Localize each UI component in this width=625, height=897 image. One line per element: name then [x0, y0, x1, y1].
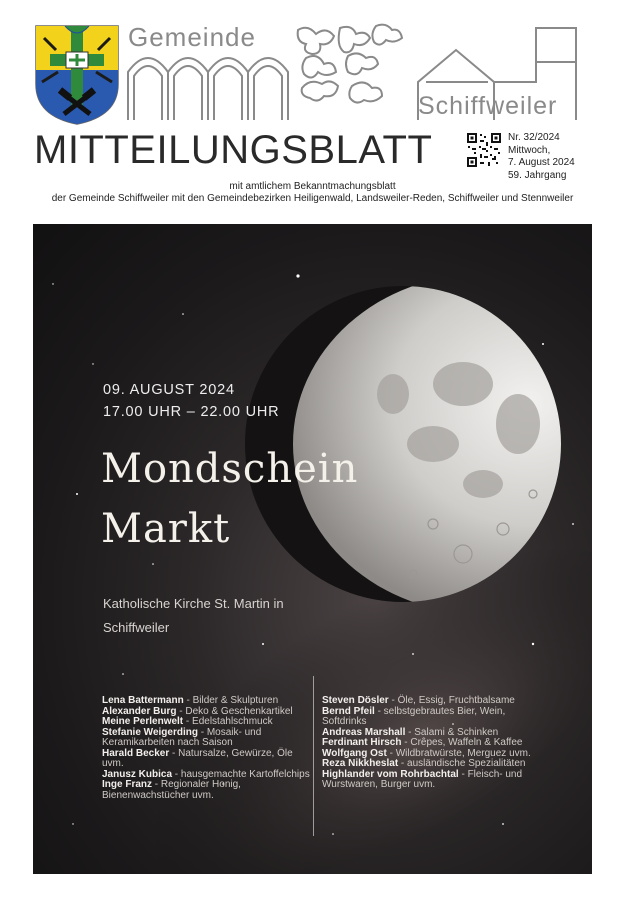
- vendor-column-divider: [313, 676, 314, 836]
- vendor-entry: [322, 770, 532, 791]
- event-date: 09. AUGUST 2024: [103, 382, 235, 398]
- event-title-line2: Markt: [101, 506, 231, 552]
- masthead-title: MITTEILUNGSBLATT: [34, 128, 433, 172]
- event-location-line2: Schiffweiler: [103, 620, 170, 635]
- vendor-entry: [102, 728, 312, 749]
- issue-weekday: Mittwoch,: [508, 144, 551, 156]
- issue-number: Nr. 32/2024: [508, 132, 560, 143]
- vendor-name: Andreas Marshall: [322, 726, 406, 738]
- vendor-name: Meine Perlenwelt: [102, 716, 184, 727]
- vendor-entry: [102, 749, 312, 770]
- vendor-name: Lena Battermann: [102, 695, 184, 706]
- vendor-description: - Salami & Schinken: [405, 726, 499, 738]
- vendor-entry: [322, 707, 532, 728]
- vendor-description: - Öle, Essig, Fruchtbalsame: [388, 695, 515, 706]
- vendor-name: Stefanie Weigerding: [102, 726, 198, 738]
- issue-info: [508, 132, 575, 182]
- vendor-name: Bernd Pfeil: [322, 705, 375, 717]
- vendor-name: Highlander vom Rohrbachtal: [322, 768, 459, 780]
- vendor-description: - hausgemachte Kartoffelchips: [172, 768, 310, 780]
- issue-volume: 59. Jahrgang: [508, 169, 567, 181]
- vendor-list-left: [102, 696, 312, 801]
- vendor-description: - Mosaik- und Keramikarbeiten nach Saison: [102, 726, 262, 748]
- vendor-name: Ferdinant Hirsch: [322, 737, 402, 748]
- issue-date: 7. August 2024: [508, 157, 575, 168]
- vendor-description: - Crêpes, Waffeln & Kaffee: [401, 737, 523, 748]
- vendor-name: Wolfgang Ost: [322, 747, 387, 759]
- vendor-description: - Bilder & Skulpturen: [183, 695, 279, 706]
- vendor-name: Janusz Kubica: [102, 768, 173, 780]
- event-time: 17.00 UHR – 22.00 UHR: [103, 404, 280, 420]
- vendor-description: - selbstgebrautes Bier, Wein, Softdrinks: [322, 705, 506, 727]
- masthead-subtitle: mit amtlichem Bekanntmachungsblatt: [229, 181, 396, 192]
- event-title-line1: Mondschein: [101, 446, 359, 492]
- qr-code-icon[interactable]: [466, 132, 502, 168]
- vendor-name: Alexander Burg: [102, 705, 177, 717]
- vendor-entry: [102, 780, 312, 801]
- vendor-description: - Edelstahlschmuck: [183, 716, 273, 727]
- brand-name-schiffweiler: Schiffweiler: [418, 92, 558, 120]
- event-poster: [33, 224, 592, 874]
- brand-name-gemeinde: Gemeinde: [128, 22, 256, 52]
- vendor-name: Inge Franz: [102, 779, 153, 790]
- vendor-description: - Wildbratwürste, Merguez uvm.: [386, 747, 531, 759]
- vendor-name: Reza Nikkheslat: [322, 758, 399, 769]
- municipal-crest-icon: [34, 24, 120, 126]
- moon-image: [233, 274, 573, 614]
- vendor-description: - Regionaler Honig, Bienenwachstücher uvm.: [102, 779, 241, 801]
- event-location-line1: Katholische Kirche St. Martin in: [103, 596, 284, 611]
- vendor-name: Steven Dösler: [322, 695, 389, 706]
- vendor-description: - Fleisch- und Wurstwaren, Burger uvm.: [322, 768, 523, 790]
- vendor-description: - Natursalze, Gewürze, Öle uvm.: [102, 747, 293, 769]
- vendor-description: - Deko & Geschenkartikel: [176, 705, 293, 717]
- masthead-districts: der Gemeinde Schiffweiler mit den Gemeindebezirken Heiligenwald, Landsweiler-Reden, Schiffweiler und Stennweiler: [51, 193, 574, 204]
- vendor-description: - ausländische Spezialitäten: [398, 758, 526, 769]
- vendor-list-right: [322, 696, 532, 791]
- vendor-name: Harald Becker: [102, 747, 170, 759]
